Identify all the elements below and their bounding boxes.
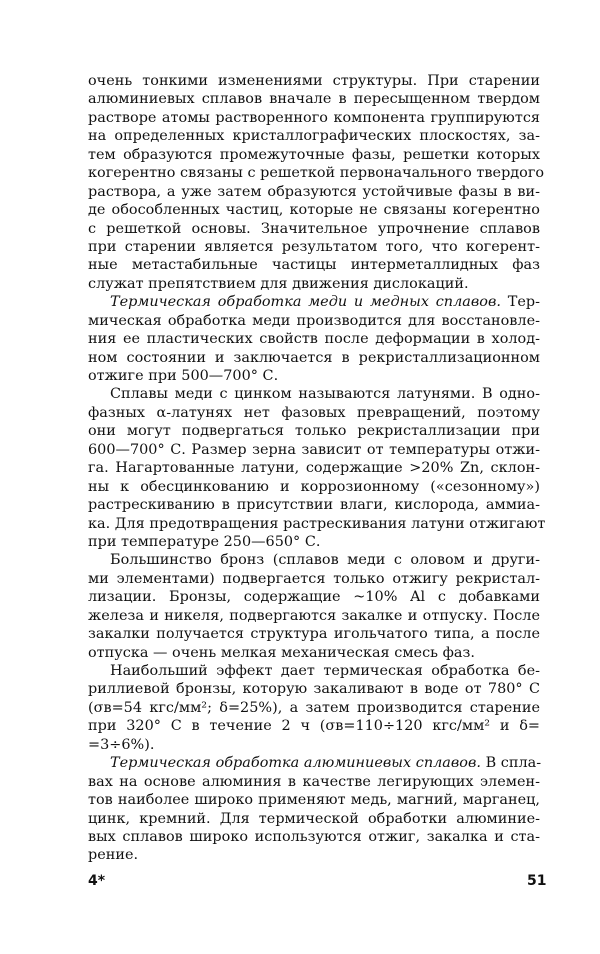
paragraph-beryllium-bronze	[88, 662, 540, 754]
text-line: растрескиванию в присутствии влаги, кислорода, аммиа-	[88, 497, 540, 514]
paragraph-brass	[88, 385, 546, 551]
text-line: Наибольший эффект дает термическая обработка бе-	[110, 663, 540, 679]
text-line: когерентно связаны с решеткой первоначального твердого	[88, 165, 545, 182]
section-heading-copper: Термическая обработка меди и медных сплавов.	[110, 294, 501, 311]
text-line: растворе атомы растворенного компонента группируются	[88, 109, 540, 126]
text-line: с решеткой основы. Значительное упрочнение сплавов	[88, 220, 540, 237]
text-line: риллиевой бронзы, которую закаливают в воде от 780° С	[88, 681, 540, 698]
text-line: закалки получается структура игольчатого типа, а после	[88, 626, 540, 643]
text-line: тов наиболее широко применяют медь, магний, марганец,	[88, 792, 540, 809]
text-line: ны к обесцинкованию и коррозионному («сезонному»)	[88, 478, 540, 495]
text-line: раствора, а уже затем образуются устойчивые фазы в ви-	[88, 183, 540, 200]
text-line: ния ее пластических свойств после деформации в холод-	[88, 331, 540, 348]
text-line: очень тонкими изменениями структуры. При старении	[88, 73, 540, 89]
text-line: ные метастабильные частицы интерметаллидных фаз	[88, 257, 540, 274]
text-line: Большинство бронз (сплавов меди с оловом и други-	[110, 552, 540, 569]
text-line: рение.	[88, 847, 139, 864]
text-line: вых сплавов широко используются отжиг, закалка и ста-	[88, 828, 540, 845]
text-line: железа и никеля, подвергаются закалке и отпуску. После	[88, 607, 540, 624]
heading-line-continuation: В спла-	[480, 755, 542, 772]
text-line: при температуре 250—650° С.	[88, 533, 321, 550]
text-line: =3÷6%).	[88, 736, 155, 753]
text-line: 600—700° С. Размер зерна зависит от температуры отжи-	[88, 441, 540, 458]
paragraph-aluminium-heat-treatment	[88, 754, 540, 865]
page-text-block	[88, 72, 546, 865]
text-line: отжиге при 500—700° С.	[88, 368, 279, 384]
text-line: они могут подвергаться только рекристаллизации при	[88, 423, 540, 440]
section-heading-aluminium: Термическая обработка алюминиевых сплавов.	[110, 755, 481, 772]
text-line: га. Нагартованные латуни, содержащие >20% Zn, склон-	[88, 460, 540, 477]
text-line: лизации. Бронзы, содержащие ~10% Al с добавками	[88, 589, 540, 606]
text-line: тем образуются промежуточные фазы, решетки которых	[88, 146, 540, 163]
text-line: служат препятствием для движения дислокаций.	[88, 275, 469, 292]
text-line: отпуска — очень мелкая механическая смесь фаз.	[88, 644, 475, 661]
signature-mark: 4*	[88, 873, 106, 889]
text-line: вах на основе алюминия в качестве легирующих элемен-	[88, 773, 540, 790]
text-line: ном состоянии и заключается в рекристаллизационном	[88, 349, 540, 366]
section-heading-line	[88, 754, 540, 772]
paragraph-copper-heat-treatment	[88, 293, 540, 385]
text-line: при старении является результатом того, что когерент-	[88, 238, 540, 255]
page-number: 51	[527, 873, 547, 889]
text-line: мическая обработка меди производится для восстановле-	[88, 312, 540, 329]
text-line: Сплавы меди с цинком называются латунями. В одно-	[110, 386, 540, 403]
text-line: де обособленных частиц, которые не связаны когерентно	[88, 202, 540, 219]
paragraph-aging-structure	[88, 72, 545, 293]
paragraph-bronze	[88, 551, 540, 662]
text-line: алюминиевых сплавов вначале в пересыщенном твердом	[88, 91, 540, 108]
section-heading-line	[88, 293, 540, 311]
text-line: (σв=54 кгс/мм²; δ=25%), а затем производится старение	[88, 699, 540, 716]
text-line: при 320° С в течение 2 ч (σв=110÷120 кгс/мм² и δ=	[88, 718, 540, 735]
text-line: цинк, кремний. Для термической обработки алюминие-	[88, 810, 540, 827]
text-line: ка. Для предотвращения растрескивания латуни отжигают	[88, 515, 546, 532]
text-line: фазных α-латунях нет фазовых превращений, поэтому	[88, 404, 540, 421]
text-line: на определенных кристаллографических плоскостях, за-	[88, 128, 540, 145]
text-line: ми элементами) подвергается только отжигу рекристал-	[88, 570, 540, 587]
heading-line-continuation: Тер-	[500, 294, 540, 311]
